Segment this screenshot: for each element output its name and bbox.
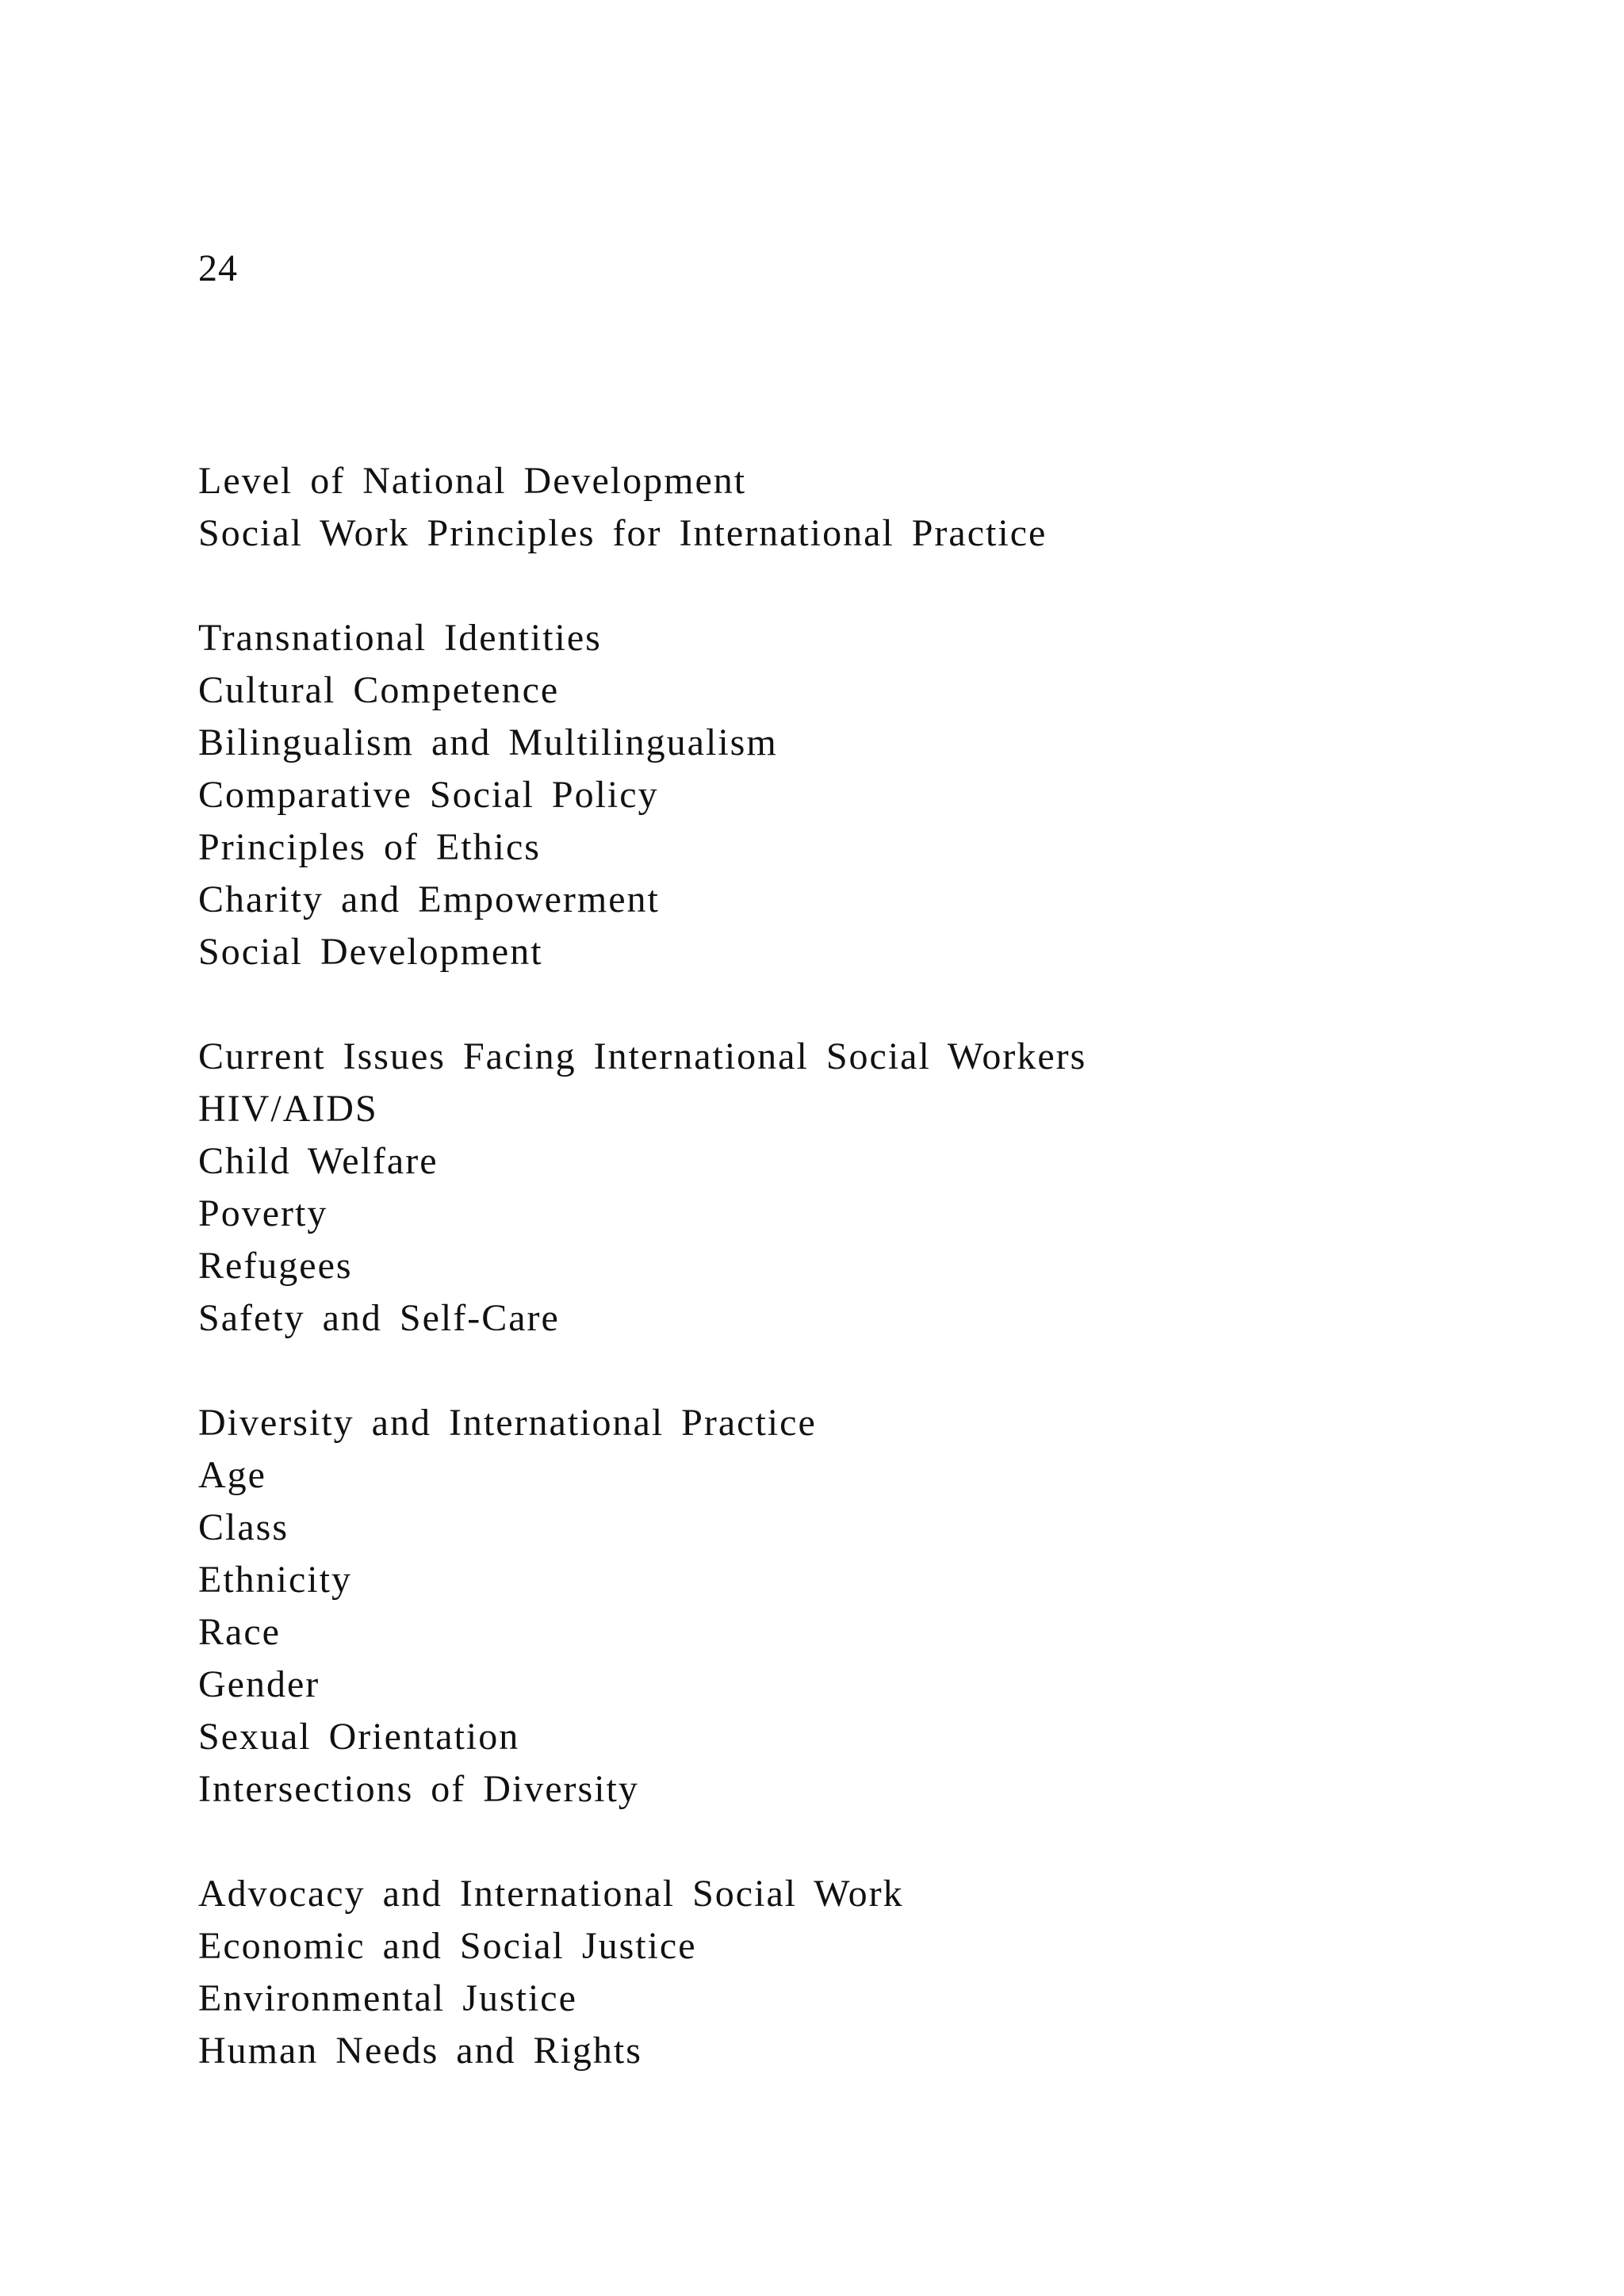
- topic-line: Class: [198, 1506, 289, 1548]
- topic-line: Child Welfare: [198, 1140, 439, 1182]
- topic-line: Level of National Development: [198, 460, 747, 502]
- topic-line: Intersections of Diversity: [198, 1768, 639, 1810]
- topic-line: Advocacy and International Social Work: [198, 1873, 904, 1915]
- topic-line: Sexual Orientation: [198, 1716, 520, 1758]
- topic-line: Charity and Empowerment: [198, 878, 660, 920]
- topic-line: Refugees: [198, 1245, 353, 1287]
- topic-group-current-issues: [198, 1031, 1546, 1345]
- topic-line: Human Needs and Rights: [198, 2030, 642, 2072]
- topic-group-advocacy: [198, 1868, 1546, 2077]
- topic-line: Comparative Social Policy: [198, 774, 659, 816]
- topic-line: Race: [198, 1611, 281, 1653]
- topic-line: HIV/AIDS: [198, 1088, 378, 1130]
- topic-line: Social Development: [198, 931, 543, 973]
- topic-group-national-development: [198, 455, 1546, 560]
- topic-line: Current Issues Facing International Social Workers: [198, 1035, 1087, 1077]
- topic-list: [198, 455, 1546, 2077]
- topic-group-diversity: [198, 1397, 1546, 1816]
- topic-line: Principles of Ethics: [198, 826, 541, 868]
- topic-line: Transnational Identities: [198, 617, 602, 659]
- topic-line: Ethnicity: [198, 1559, 352, 1601]
- topic-line: Bilingualism and Multilingualism: [198, 721, 778, 763]
- page-number: 24: [198, 247, 238, 289]
- topic-line: Diversity and International Practice: [198, 1402, 817, 1444]
- topic-line: Gender: [198, 1663, 320, 1705]
- topic-line: Age: [198, 1454, 266, 1496]
- topic-group-principles: [198, 612, 1546, 978]
- topic-line: Cultural Competence: [198, 669, 560, 711]
- topic-line: Economic and Social Justice: [198, 1925, 697, 1967]
- topic-line: Poverty: [198, 1192, 328, 1234]
- topic-line: Environmental Justice: [198, 1977, 577, 2019]
- topic-line: Social Work Principles for International Practice: [198, 512, 1048, 554]
- topic-line: Safety and Self-Care: [198, 1297, 560, 1339]
